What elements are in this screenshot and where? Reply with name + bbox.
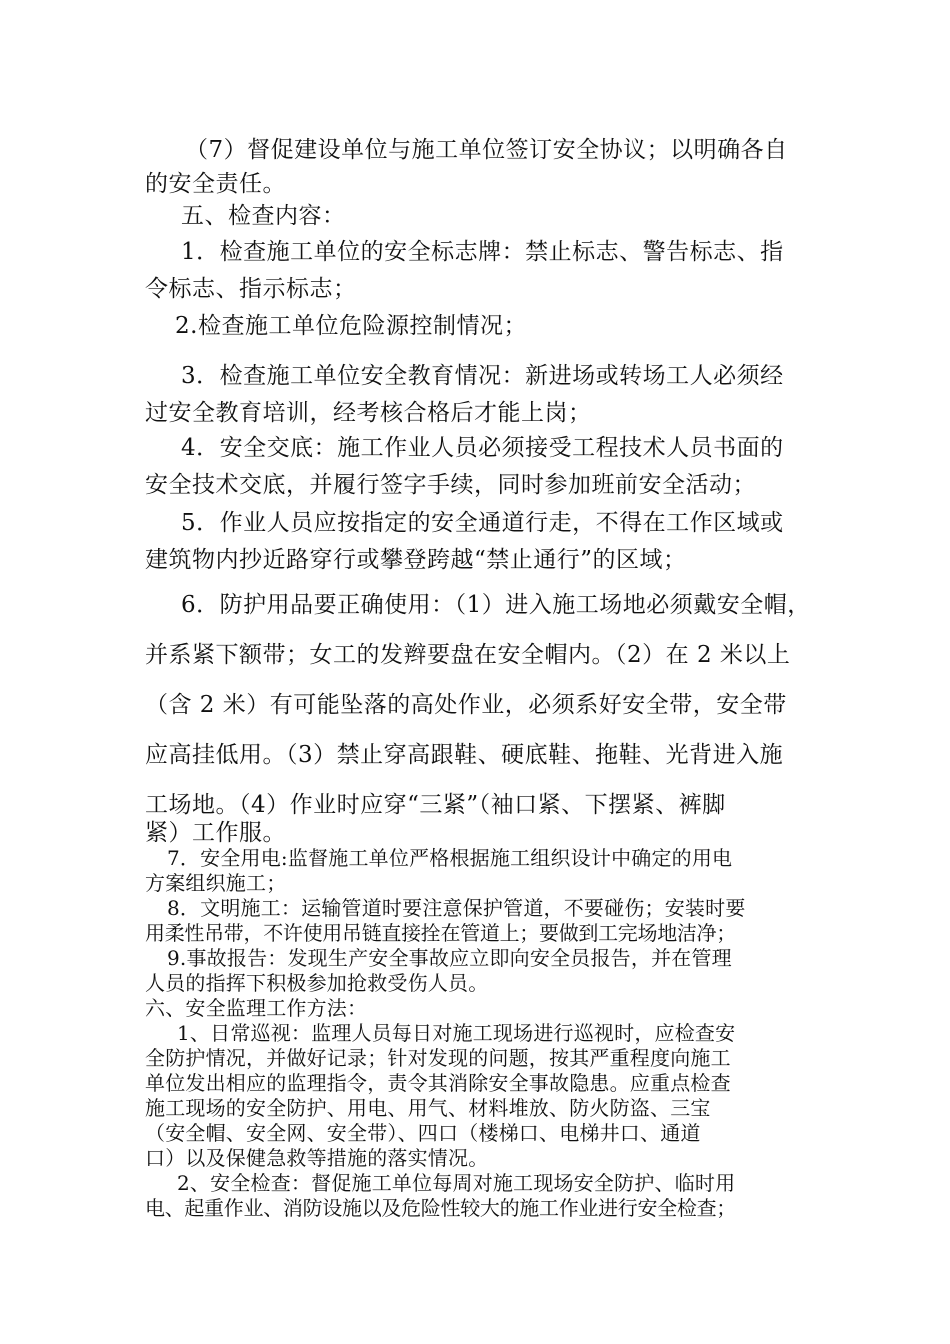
paragraph-item-3-education — [145, 358, 810, 432]
text-line: 4．安全交底：施工作业人员必须接受工程技术人员书面的 — [181, 435, 784, 461]
text-line: 电、起重作业、消防设施以及危险性较大的施工作业进行安全检查； — [145, 1196, 736, 1220]
text-line: 工场地。（4）作业时应穿“三紧”（袖口紧、下摆紧、裤脚 — [145, 792, 726, 818]
paragraph-item-4-briefing — [145, 430, 810, 504]
text-line: 安全技术交底，并履行签字手续，同时参加班前安全活动； — [145, 472, 756, 498]
paragraph-method-2-safety-inspection — [145, 1171, 810, 1221]
text-line: 五、检查内容： — [181, 203, 346, 229]
text-line: 建筑物内抄近路穿行或攀登跨越“禁止通行”的区域； — [145, 547, 687, 573]
paragraph-item-5-passage — [145, 505, 810, 579]
paragraph-item-7-agreement — [145, 133, 810, 201]
section-heading-inspection-content — [145, 199, 810, 233]
paragraph-item-2-hazards — [145, 309, 810, 343]
text-line: 9.事故报告：发现生产安全事故应立即向安全员报告，并在管理 — [167, 946, 732, 970]
text-line: 方案组织施工； — [145, 871, 287, 895]
paragraph-method-1-daily-patrol — [145, 1021, 810, 1171]
text-line: 2、安全检查：督促施工单位每周对施工现场安全防护、临时用 — [177, 1171, 736, 1195]
text-line: 8．文明施工：运输管道时要注意保护管道，不要碰伤；安装时要 — [167, 896, 746, 920]
text-line: 1．检查施工单位的安全标志牌：禁止标志、警告标志、指 — [181, 239, 784, 265]
text-line: （安全帽、安全网、安全带）、四口（楼梯口、电梯井口、通道 — [145, 1121, 701, 1145]
text-line: 单位发出相应的监理指令，责令其消除安全事故隐患。应重点检查 — [145, 1071, 731, 1095]
paragraph-item-1-signs — [145, 234, 810, 308]
text-line: 紧）工作服。 — [145, 820, 286, 846]
text-line: 过安全教育培训，经考核合格后才能上岗； — [145, 400, 592, 426]
text-line: 施工现场的安全防护、用电、用气、材料堆放、防火防盗、三宝 — [145, 1096, 711, 1120]
paragraph-item-8-civilized-construction — [145, 896, 810, 946]
paragraph-item-7-electricity — [145, 846, 810, 896]
paragraph-item-6-tail — [145, 817, 810, 849]
text-line: 应高挂低用。（3）禁止穿高跟鞋、硬底鞋、拖鞋、光背进入施 — [145, 742, 784, 768]
text-line: 7．安全用电:监督施工单位严格根据施工组织设计中确定的用电 — [167, 846, 733, 870]
text-line: 5．作业人员应按指定的安全通道行走，不得在工作区域或 — [181, 510, 784, 536]
text-line: 2.检查施工单位危险源控制情况； — [175, 313, 527, 339]
text-line: 口）以及保健急救等措施的落实情况。 — [145, 1146, 489, 1170]
paragraph-item-9-accident-report — [145, 946, 810, 996]
text-line: 并系紧下额带；女工的发辫要盘在安全帽内。（2）在 2 米以上 — [145, 642, 791, 668]
text-line: 6．防护用品要正确使用：（1）进入施工场地必须戴安全帽， — [181, 592, 811, 618]
section-heading-supervision-methods — [145, 996, 810, 1021]
text-line: 的安全责任。 — [145, 171, 286, 197]
text-line: 3．检查施工单位安全教育情况：新进场或转场工人必须经 — [181, 363, 784, 389]
text-line: 全防护情况，并做好记录；针对发现的问题，按其严重程度向施工 — [145, 1046, 731, 1070]
text-line: 令标志、指示标志； — [145, 276, 357, 302]
paragraph-item-6-protective-gear — [145, 580, 810, 830]
text-line: 用柔性吊带，不许使用吊链直接拴在管道上；要做到工完场地洁净； — [145, 921, 736, 945]
text-line: （含 2 米）有可能坠落的高处作业，必须系好安全带，安全带 — [145, 692, 787, 718]
text-line: 六、安全监理工作方法： — [145, 996, 368, 1020]
text-line: 人员的指挥下积极参加抢救受伤人员。 — [145, 971, 489, 995]
text-line: 1、日常巡视：监理人员每日对施工现场进行巡视时，应检查安 — [177, 1021, 736, 1045]
text-line: （7）督促建设单位与施工单位签订安全协议；以明确各自 — [185, 137, 788, 163]
